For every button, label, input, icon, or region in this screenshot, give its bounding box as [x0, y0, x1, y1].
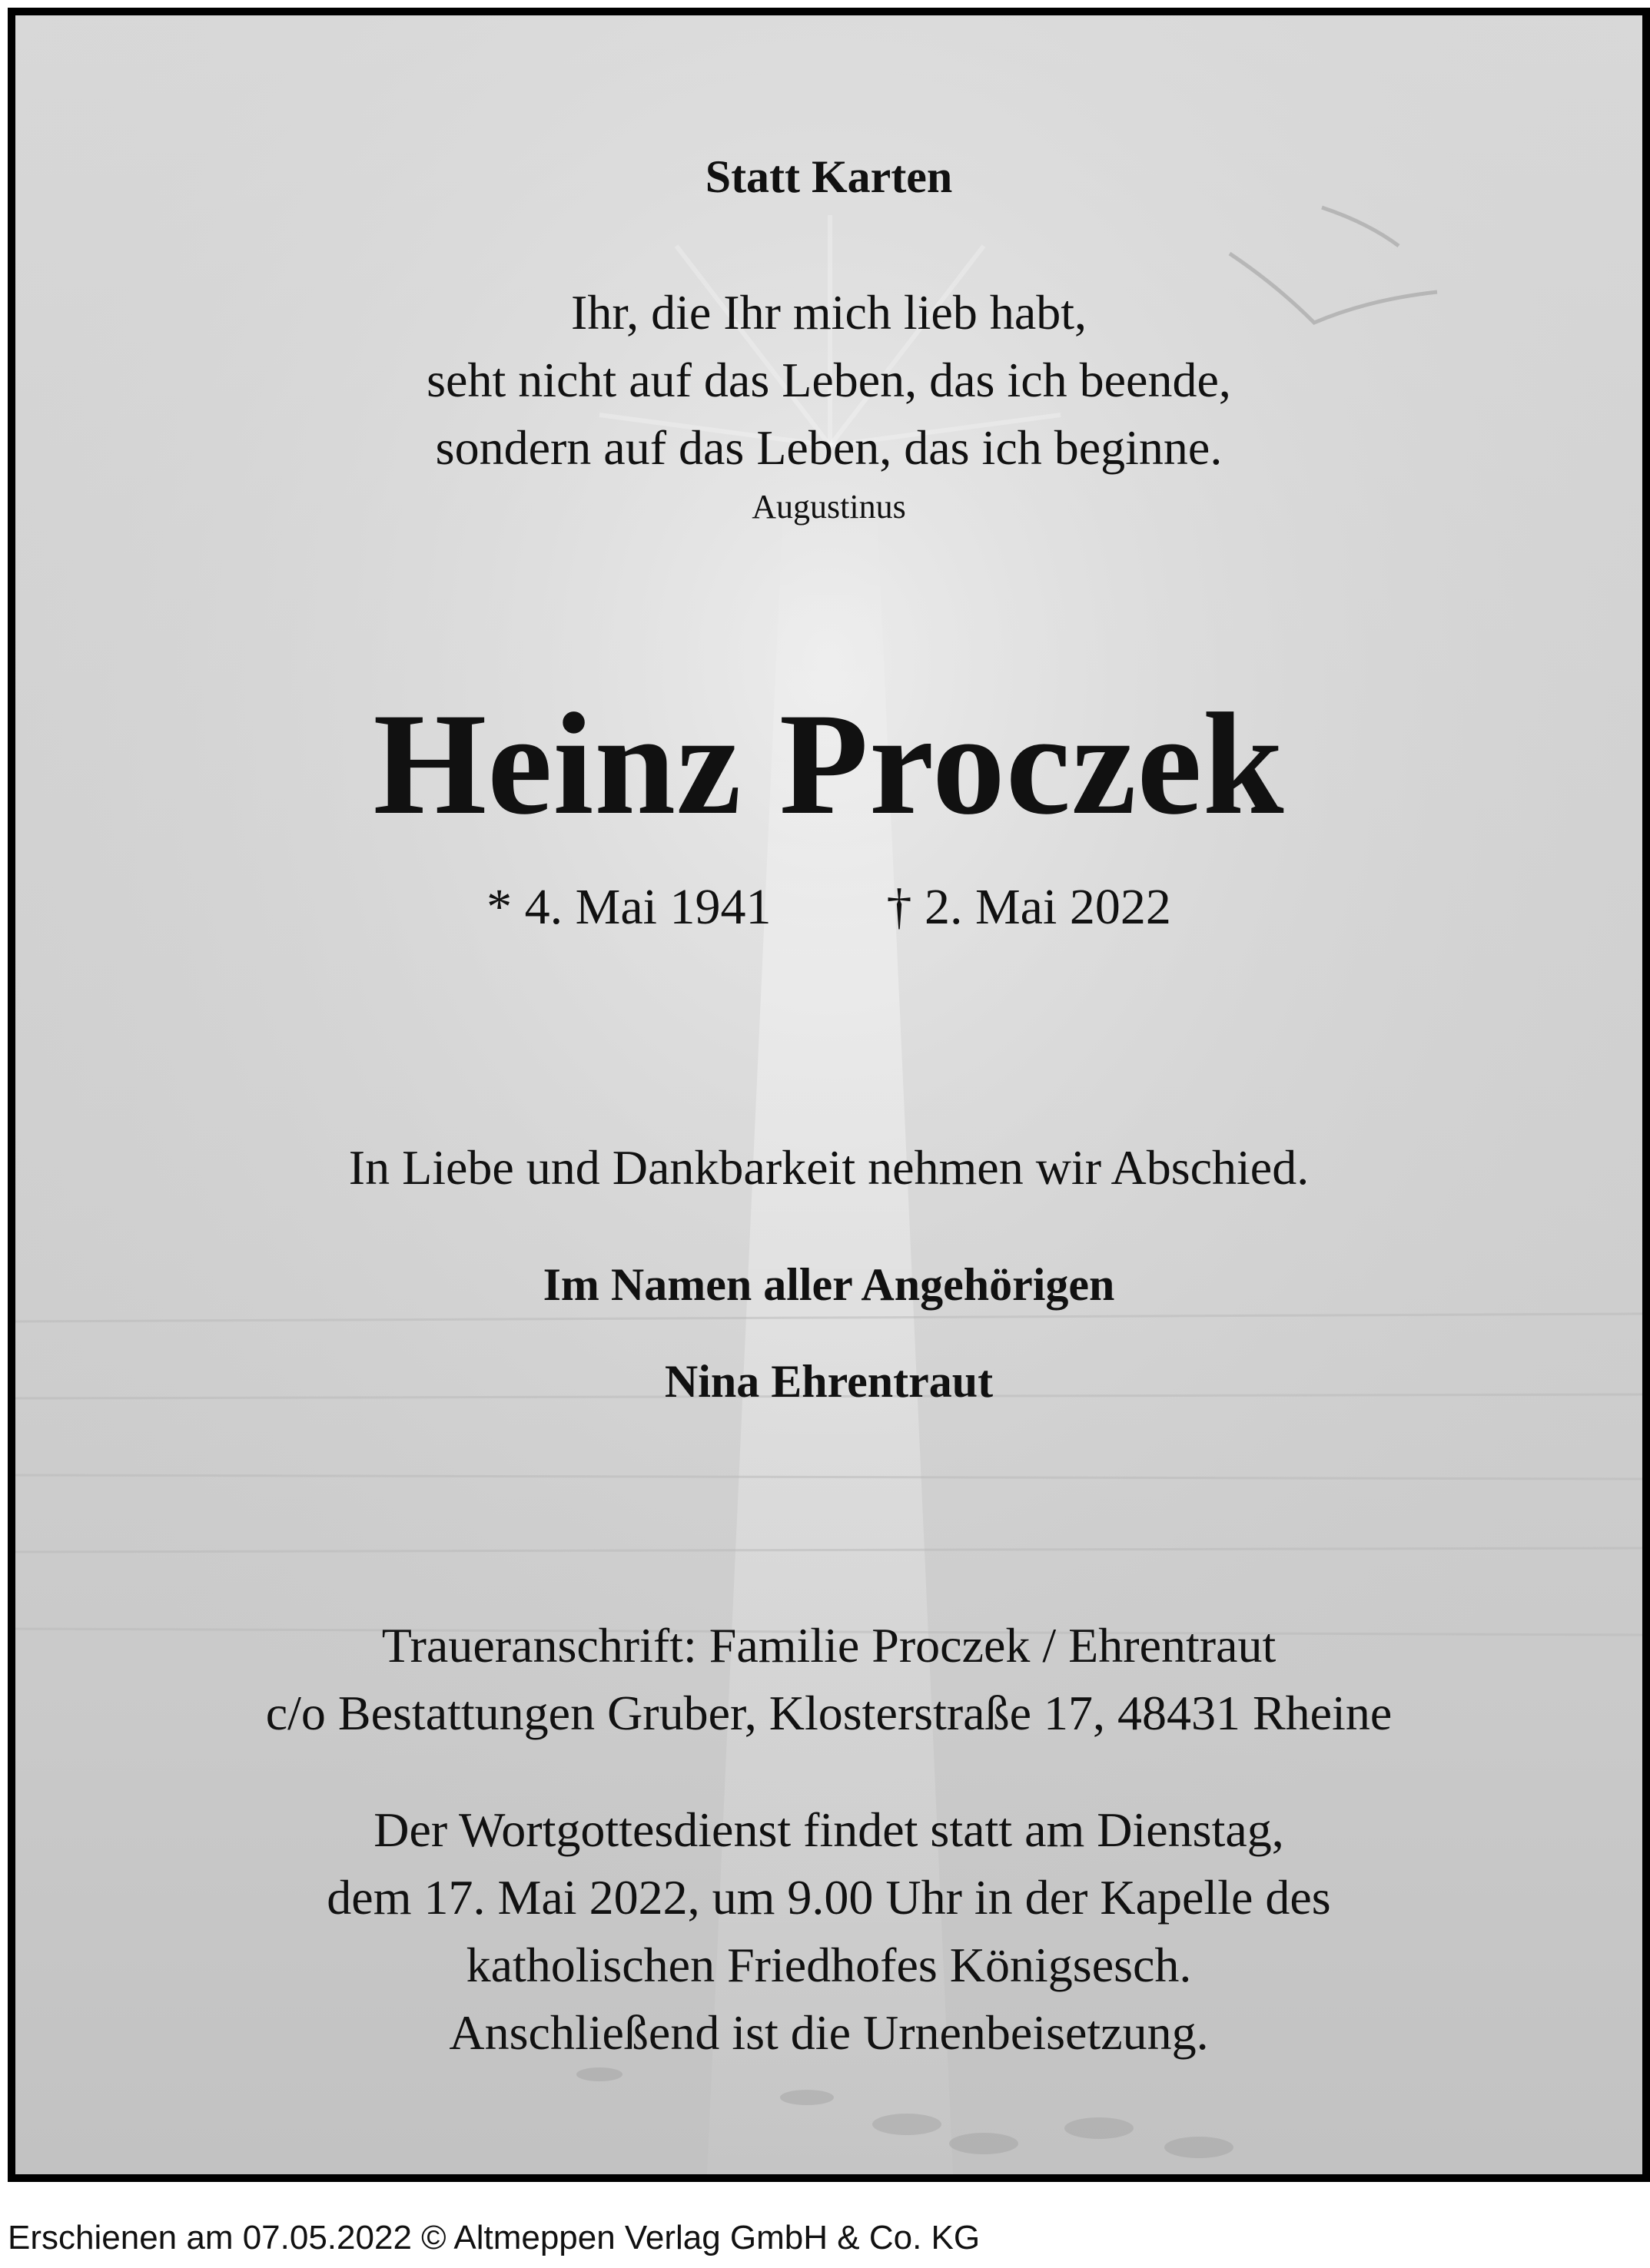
service-line-2: dem 17. Mai 2022, um 9.00 Uhr in der Kapelle des	[327, 1870, 1331, 1925]
obituary-card	[8, 8, 1650, 2182]
poem-line-3: sondern auf das Leben, das ich beginne.	[435, 420, 1223, 475]
header-statt-karten: Statt Karten	[705, 151, 953, 202]
signature-name: Nina Ehrentraut	[664, 1356, 994, 1407]
address-line-1: Traueranschrift: Familie Proczek / Ehrentraut	[381, 1618, 1277, 1673]
service-line-1: Der Wortgottesdienst findet statt am Dienstag,	[373, 1802, 1284, 1857]
life-dates	[15, 879, 1642, 935]
death-date: † 2. Mai 2022	[886, 879, 1171, 935]
signature-intro: Im Namen aller Angehörigen	[543, 1259, 1115, 1310]
service-line-4: Anschließend ist die Urnenbeisetzung.	[449, 2005, 1209, 2060]
service-line-3: katholischen Friedhofes Königsesch.	[466, 1938, 1192, 1992]
birth-date: * 4. Mai 1941	[486, 879, 772, 935]
address-line-2: c/o Bestattungen Gruber, Klosterstraße 17, 48431 Rheine	[265, 1686, 1393, 1740]
publication-footer: Erschienen am 07.05.2022 © Altmeppen Verlag GmbH & Co. KG	[8, 2219, 981, 2256]
farewell-text: In Liebe und Dankbarkeit nehmen wir Abschied.	[348, 1140, 1310, 1195]
deceased-name: Heinz Proczek	[373, 684, 1285, 845]
poem-line-1: Ihr, die Ihr mich lieb habt,	[571, 285, 1087, 340]
poem-author: Augustinus	[752, 488, 906, 526]
poem-line-2: seht nicht auf das Leben, das ich beende,	[427, 353, 1231, 407]
